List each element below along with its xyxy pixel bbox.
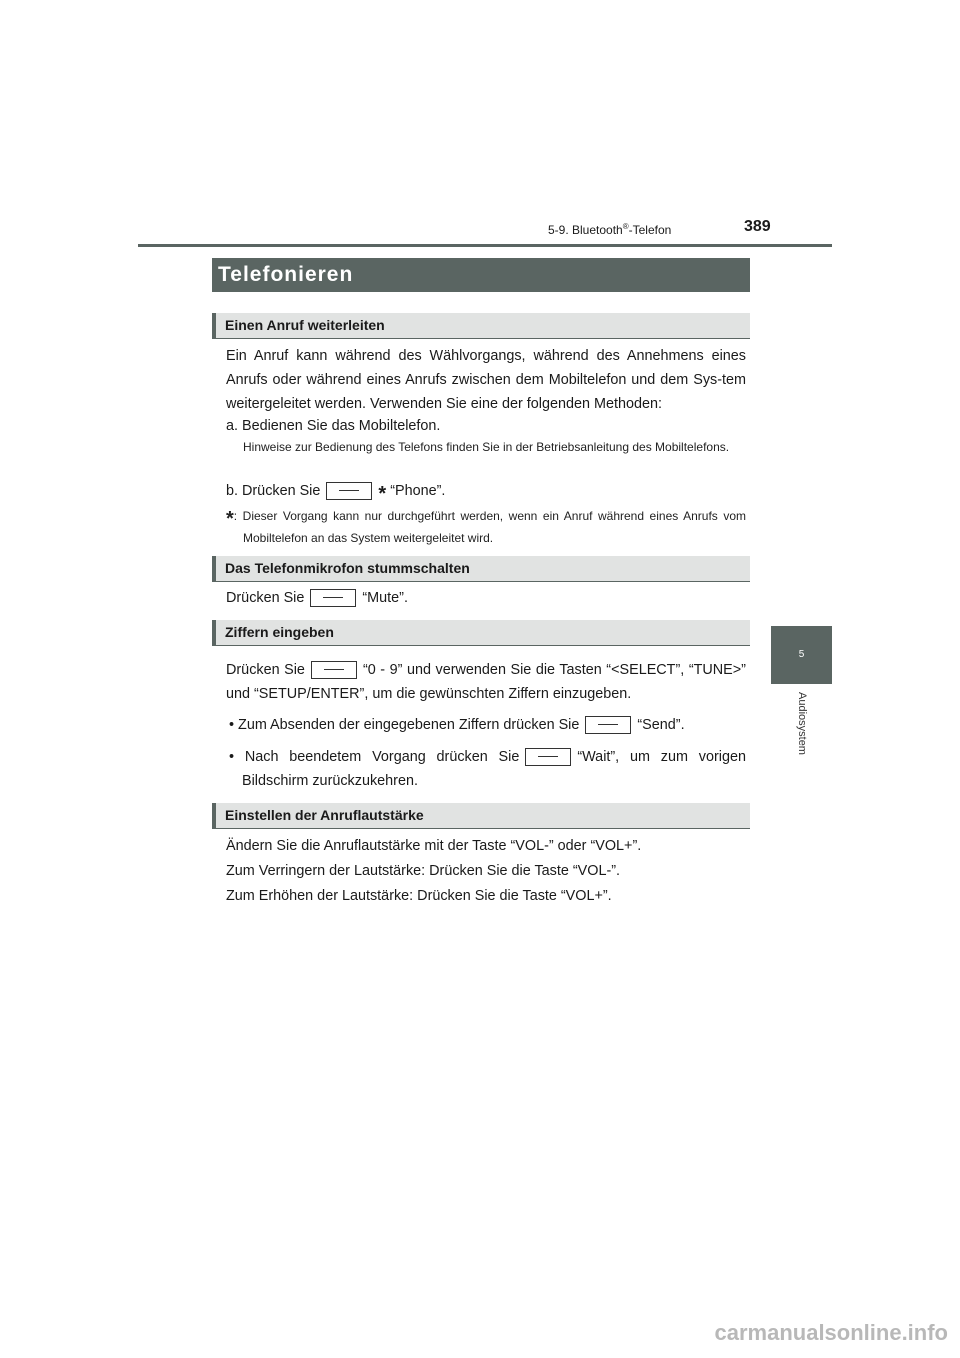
section-heading-digits: Ziffern eingeben [212, 620, 750, 646]
section-header: 5-9. Bluetooth®-Telefon [548, 222, 672, 237]
chapter-label: Audiosystem [796, 692, 808, 755]
digits-button-icon [311, 661, 357, 679]
phone-button-icon [326, 482, 372, 500]
section-heading-volume: Einstellen der Anruflautstärke [212, 803, 750, 829]
page-number: 389 [744, 218, 771, 235]
section-heading-forward-call: Einen Anruf weiterleiten [212, 313, 750, 339]
volume-line-1: Ändern Sie die Anruflautstärke mit der Taste “VOL-” oder “VOL+”. [226, 838, 642, 854]
step-b: b. Drücken Sie * “Phone”. [226, 483, 446, 505]
mute-text: Drücken Sie “Mute”. [226, 590, 408, 606]
page-title: Telefonieren [212, 258, 750, 292]
forward-intro: Ein Anruf kann während des Wählvorgangs, während des Annehmens eines Anrufs oder während eines Anrufs zwischen dem Mobiltelefon und dem Sys-tem weitergeleitet werden. Verwenden Sie eine der folgenden Methoden: [226, 348, 746, 412]
wait-button-icon [525, 748, 571, 766]
volume-line-2: Zum Verringern der Lautstärke: Drücken Sie die Taste “VOL-”. [226, 863, 621, 879]
watermark-logo: carmanualsonline.info [714, 1320, 948, 1345]
section-heading-mute: Das Telefonmikrofon stummschalten [212, 556, 750, 582]
footnote: *: Dieser Vorgang kann nur durchgeführt werden, wenn ein Anruf während eines Anrufs vom Mobiltelefon an das System weitergeleitet wird. [226, 508, 746, 545]
header-rule [138, 244, 832, 247]
bullet-wait: • Nach beendetem Vorgang drücken Sie “Wait”, um zum vorigen Bildschirm zurückzukehren. [229, 749, 746, 789]
mute-button-icon [310, 589, 356, 607]
digits-text: Drücken Sie “0 - 9” und verwenden Sie die Tasten “<SELECT”, “TUNE>” und “SETUP/ENTER”, um die gewünschten Ziffern einzugeben. [226, 662, 746, 702]
bullet-send: • Zum Absenden der eingegebenen Ziffern drücken Sie “Send”. [229, 717, 685, 733]
send-button-icon [585, 716, 631, 734]
chapter-tab: 5 [771, 626, 832, 684]
volume-line-3: Zum Erhöhen der Lautstärke: Drücken Sie die Taste “VOL+”. [226, 888, 612, 904]
asterisk: * [378, 483, 387, 505]
step-a: a. Bedienen Sie das Mobiltelefon. [226, 418, 441, 434]
note-a: Hinweise zur Bedienung des Telefons finden Sie in der Betriebsanleitung des Mobiltelefons. [243, 440, 730, 454]
